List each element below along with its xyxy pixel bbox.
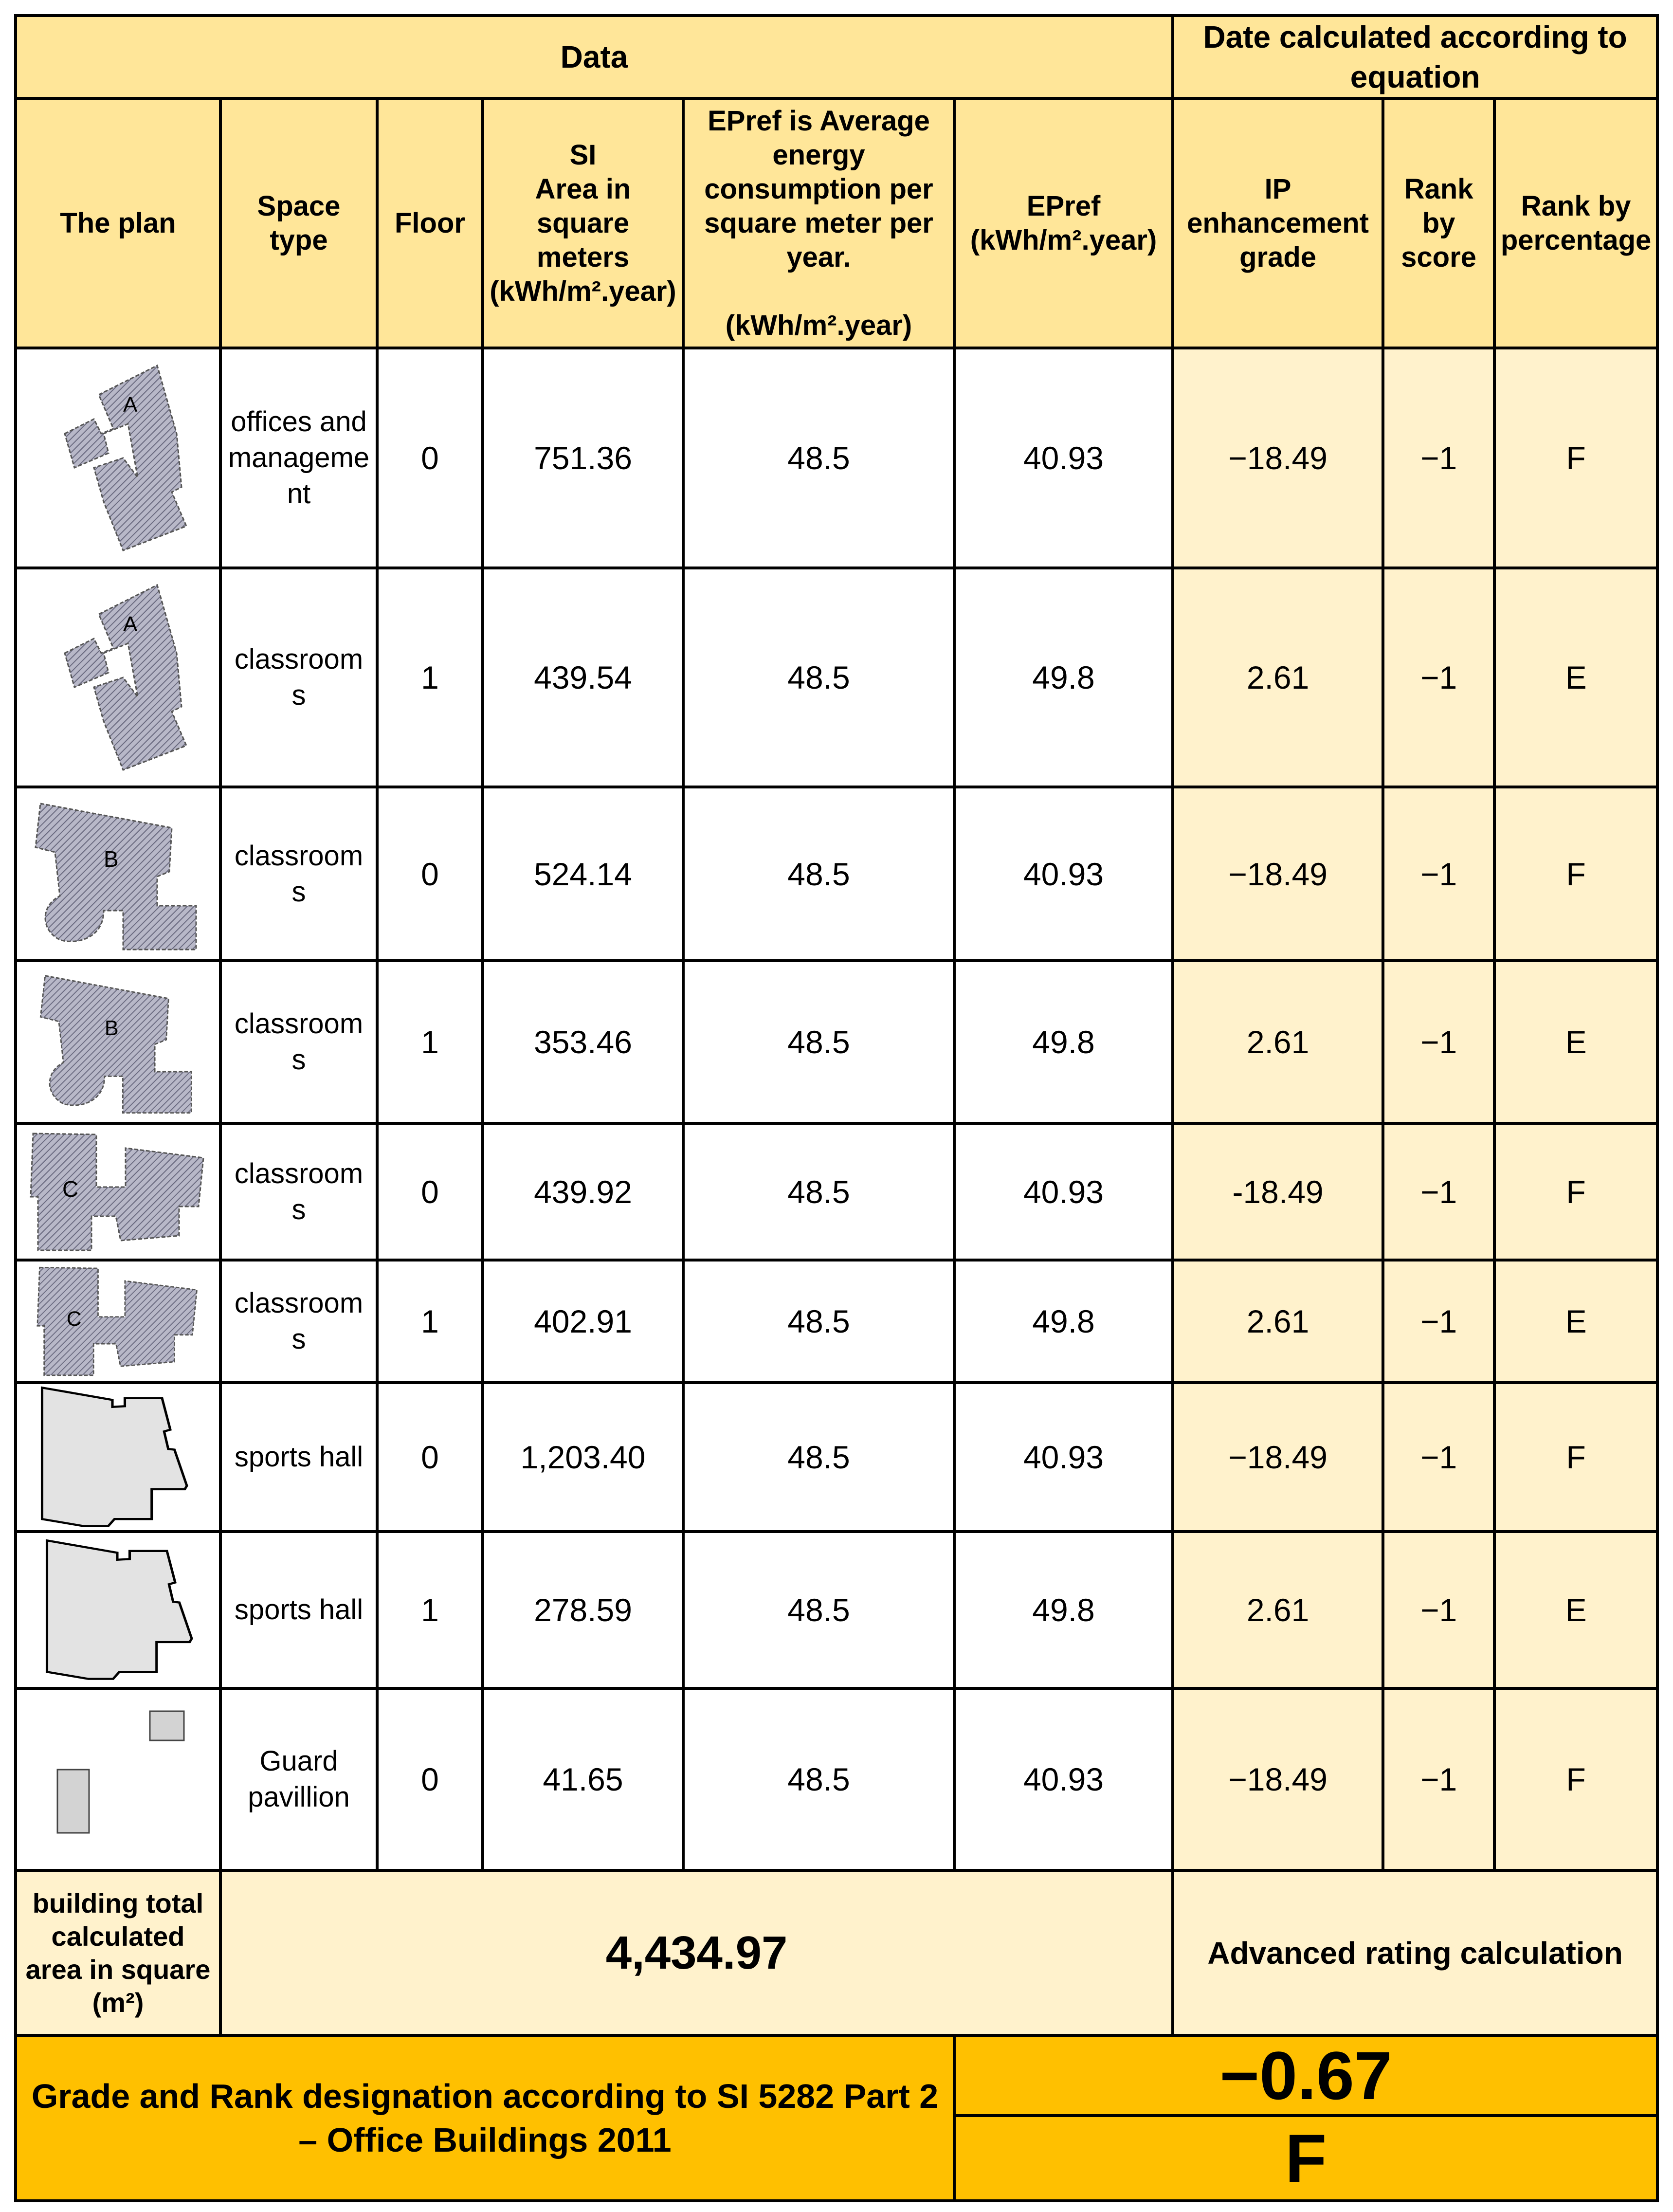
rank-score-cell: −1 (1383, 1532, 1494, 1688)
svg-text:B: B (104, 1016, 119, 1040)
calc-group-header: Date calculated according to equation (1173, 16, 1657, 98)
area-cell: 353.46 (483, 961, 683, 1123)
epref-cell: 49.8 (954, 1260, 1173, 1383)
area-cell: 439.92 (483, 1123, 683, 1260)
space-type-cell: sports hall (220, 1532, 377, 1688)
rank-percentage-cell: E (1494, 1260, 1657, 1383)
col-header-epref-average (683, 98, 954, 348)
floor-cell: 1 (377, 568, 483, 787)
plan-cell (16, 1688, 220, 1870)
epref-cell: 40.93 (954, 1123, 1173, 1260)
rank-percentage-cell: F (1494, 787, 1657, 961)
rank-percentage-cell: E (1494, 1532, 1657, 1688)
epref-average-unit: (kWh/m².year) (725, 309, 912, 341)
area-cell: 524.14 (483, 787, 683, 961)
floor-cell: 1 (377, 961, 483, 1123)
grade-score-row (16, 2035, 1657, 2116)
total-row (16, 1870, 1657, 2035)
ip-grade-cell: -18.49 (1173, 1123, 1383, 1260)
plan-cell (16, 1260, 220, 1383)
svg-text:A: A (123, 612, 137, 636)
si-unit-label: (kWh/m².year) (490, 275, 676, 307)
ip-grade-cell: 2.61 (1173, 961, 1383, 1123)
space-type-cell: Guard pavillion (220, 1688, 377, 1870)
rank-score-cell: −1 (1383, 787, 1494, 961)
si-area-label: Area in square meters (535, 173, 631, 273)
epref-cell: 40.93 (954, 1688, 1173, 1870)
floor-cell: 0 (377, 1383, 483, 1532)
rank-percentage-cell: E (1494, 961, 1657, 1123)
plan-cell (16, 1383, 220, 1532)
col-header-epref (954, 98, 1173, 348)
plan-cell (16, 787, 220, 961)
floor-cell: 0 (377, 1123, 483, 1260)
epref-cell: 49.8 (954, 568, 1173, 787)
building-b-plan-icon (31, 794, 206, 954)
epref-cell: 49.8 (954, 1532, 1173, 1688)
final-rank-value: F (954, 2116, 1657, 2201)
epref-average-cell: 48.5 (683, 348, 954, 568)
si-label: SI (569, 139, 597, 171)
epref-cell: 40.93 (954, 1383, 1173, 1532)
table-row (16, 568, 1657, 787)
epref-average-cell: 48.5 (683, 1123, 954, 1260)
ip-grade-cell: −18.49 (1173, 1688, 1383, 1870)
plan-cell (16, 1123, 220, 1260)
floor-cell: 1 (377, 1532, 483, 1688)
space-type-cell: classroom s (220, 1123, 377, 1260)
column-header-row (16, 98, 1657, 348)
ip-grade-cell: −18.49 (1173, 348, 1383, 568)
area-cell: 439.54 (483, 568, 683, 787)
building-c-plan-icon (28, 1129, 208, 1255)
epref-average-label: EPref is Average energy consumption per square meter per year. (704, 105, 933, 273)
space-type-cell: classroom s (220, 1260, 377, 1383)
total-area-value: 4,434.97 (220, 1870, 1173, 2035)
epref-label: EPref (1026, 190, 1101, 222)
svg-text:C: C (62, 1176, 78, 1202)
col-header-si-area (483, 98, 683, 348)
data-group-header: Data (16, 16, 1173, 98)
area-cell: 1,203.40 (483, 1383, 683, 1532)
space-type-cell: classroom s (220, 787, 377, 961)
table-row (16, 1532, 1657, 1688)
plan-cell (16, 568, 220, 787)
epref-average-cell: 48.5 (683, 568, 954, 787)
table-row (16, 1260, 1657, 1383)
grade-designation-label: Grade and Rank designation according to SI 5282 Part 2 – Office Buildings 2011 (16, 2035, 954, 2201)
rank-score-cell: −1 (1383, 348, 1494, 568)
floor-cell: 0 (377, 348, 483, 568)
floor-cell: 0 (377, 1688, 483, 1870)
epref-average-cell: 48.5 (683, 1688, 954, 1870)
ip-grade-cell: 2.61 (1173, 1260, 1383, 1383)
rank-score-cell: −1 (1383, 1260, 1494, 1383)
space-type-cell: sports hall (220, 1383, 377, 1532)
ip-grade-cell: −18.49 (1173, 1383, 1383, 1532)
plan-cell (16, 1532, 220, 1688)
svg-text:A: A (123, 393, 137, 417)
table-row (16, 1688, 1657, 1870)
rank-score-cell: −1 (1383, 1688, 1494, 1870)
space-type-cell: offices and manageme nt (220, 348, 377, 568)
rank-percentage-cell: F (1494, 1123, 1657, 1260)
building-a-plan-icon (45, 361, 191, 555)
col-header-rank-percentage: Rank by percentage (1494, 98, 1657, 348)
energy-rating-table (14, 14, 1659, 2202)
ip-grade-cell: 2.61 (1173, 568, 1383, 787)
epref-average-cell: 48.5 (683, 961, 954, 1123)
col-header-space-type: Space type (220, 98, 377, 348)
guard-pavilion-plan-icon (38, 1706, 199, 1852)
epref-unit: (kWh/m².year) (970, 224, 1157, 256)
rank-percentage-cell: F (1494, 348, 1657, 568)
epref-average-cell: 48.5 (683, 1532, 954, 1688)
header-group-row (16, 16, 1657, 98)
col-header-floor: Floor (377, 98, 483, 348)
plan-cell (16, 961, 220, 1123)
rank-score-cell: −1 (1383, 568, 1494, 787)
ip-grade-cell: 2.61 (1173, 1532, 1383, 1688)
area-cell: 751.36 (483, 348, 683, 568)
rating-table-container (14, 14, 1656, 2198)
col-header-rank-score: Rank by score (1383, 98, 1494, 348)
epref-average-cell: 48.5 (683, 1260, 954, 1383)
epref-cell: 40.93 (954, 787, 1173, 961)
epref-average-cell: 48.5 (683, 787, 954, 961)
ip-grade-cell: −18.49 (1173, 787, 1383, 961)
table-row (16, 961, 1657, 1123)
col-header-plan: The plan (16, 98, 220, 348)
building-a-plan-icon (45, 580, 191, 775)
building-c-plan-icon (28, 1263, 208, 1380)
table-row (16, 348, 1657, 568)
table-row (16, 787, 1657, 961)
final-score-value: −0.67 (954, 2035, 1657, 2116)
space-type-cell: classroom s (220, 961, 377, 1123)
epref-cell: 49.8 (954, 961, 1173, 1123)
space-type-cell: classroom s (220, 568, 377, 787)
sports-hall-plan-icon (38, 1537, 199, 1683)
plan-cell (16, 348, 220, 568)
floor-cell: 0 (377, 787, 483, 961)
rank-percentage-cell: F (1494, 1688, 1657, 1870)
svg-text:B: B (103, 846, 119, 872)
table-row (16, 1383, 1657, 1532)
rank-score-cell: −1 (1383, 1123, 1494, 1260)
area-cell: 278.59 (483, 1532, 683, 1688)
col-header-ip-grade: IP enhancement grade (1173, 98, 1383, 348)
epref-average-cell: 48.5 (683, 1383, 954, 1532)
area-cell: 402.91 (483, 1260, 683, 1383)
svg-text:C: C (66, 1307, 82, 1331)
rank-score-cell: −1 (1383, 961, 1494, 1123)
epref-cell: 40.93 (954, 348, 1173, 568)
area-cell: 41.65 (483, 1688, 683, 1870)
rank-score-cell: −1 (1383, 1383, 1494, 1532)
rank-percentage-cell: F (1494, 1383, 1657, 1532)
sports-hall-plan-icon (38, 1384, 199, 1530)
total-area-label: building total calculated area in square (m²) (16, 1870, 220, 2035)
building-b-plan-icon (31, 967, 206, 1117)
rank-percentage-cell: E (1494, 568, 1657, 787)
advanced-rating-label: Advanced rating calculation (1173, 1870, 1657, 2035)
table-row (16, 1123, 1657, 1260)
floor-cell: 1 (377, 1260, 483, 1383)
